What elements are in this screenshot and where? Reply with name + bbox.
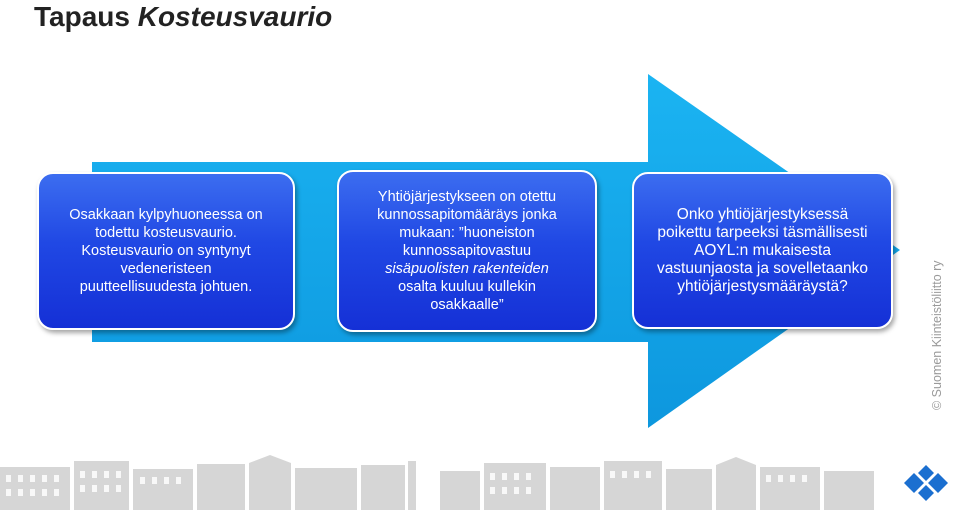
title-emphasis: Kosteusvaurio [137,1,333,32]
step3-line: Onko yhtiöjärjestyksessä [676,205,849,223]
city-skyline-icon [0,455,890,510]
step2-line: kunnossapitovastuu [402,243,532,259]
step3-line: vastuunjaosta ja sovelletaanko [656,259,869,277]
step2-line: mukaan: ”huoneiston [399,225,535,241]
step-box-1 [37,172,295,330]
step2-italic-line: sisäpuolisten rakenteiden [385,261,549,277]
step1-line: Osakkaan kylpyhuoneessa on [69,207,263,223]
step2-line: osalta kuuluu kullekin [398,279,536,295]
step-box-2 [337,170,597,332]
step1-line: puutteellisuudesta johtuen. [79,279,253,295]
step3-line: AOYL:n mukaisesta [694,241,831,259]
step2-line: osakkaalle” [430,297,504,313]
copyright-text: © Suomen Kiinteistöliitto ry [930,260,944,410]
step-box-3 [632,172,893,329]
step1-line: todettu kosteusvaurio. [95,225,237,241]
title-prefix: Tapaus [34,1,130,32]
step3-line: yhtiöjärjestysmääräystä? [677,277,848,295]
step1-line: Kosteusvaurio on syntynyt [81,243,251,259]
kiinteistoliitto-logo-icon [900,462,952,504]
step1-line: vedeneristeen [120,261,212,277]
step2-line: kunnossapitomääräys jonka [377,207,557,223]
step2-line: Yhtiöjärjestykseen on otettu [377,189,557,205]
step3-line: poikettu tarpeeksi täsmällisesti [657,223,868,241]
